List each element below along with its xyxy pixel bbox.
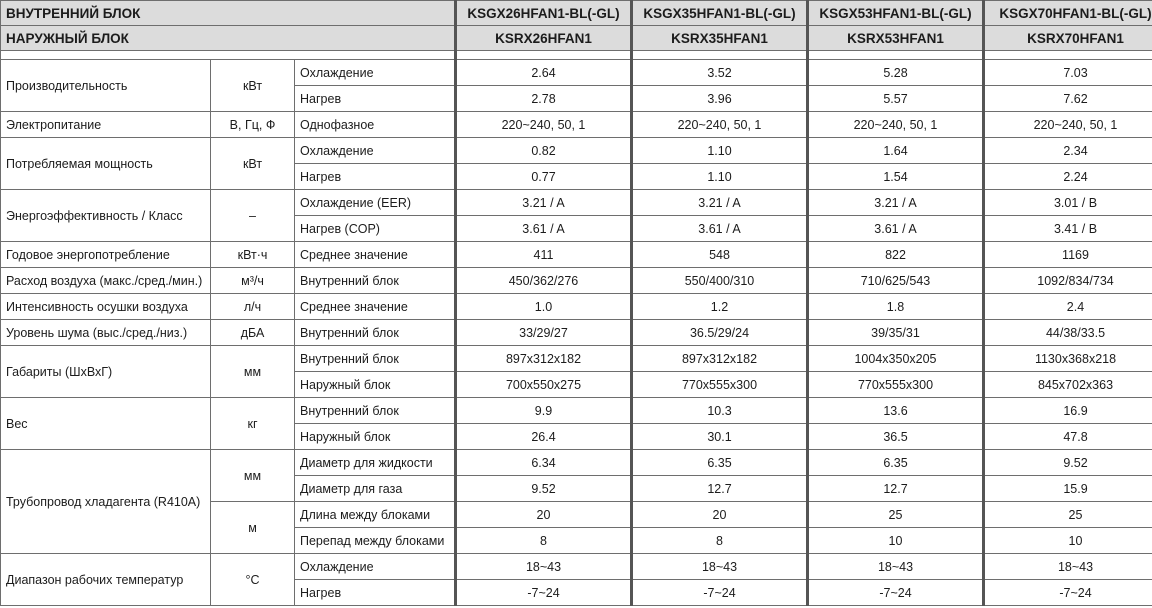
value-cell: 220~240, 50, 1 <box>456 112 632 138</box>
value-cell: 2.34 <box>984 138 1152 164</box>
parameter-name: Энергоэффективность / Класс <box>1 190 211 242</box>
mode-label: Внутренний блок <box>295 320 456 346</box>
outdoor-model: KSRX70HFAN1 <box>984 26 1152 51</box>
value-cell: 33/29/27 <box>456 320 632 346</box>
value-cell: -7~24 <box>456 580 632 606</box>
table-row <box>1 398 1152 424</box>
value-cell: 2.78 <box>456 86 632 112</box>
parameter-name: Годовое энергопотребление <box>1 242 211 268</box>
value-cell: 25 <box>984 502 1152 528</box>
parameter-name: Интенсивность осушки воздуха <box>1 294 211 320</box>
spec-body <box>1 60 1152 606</box>
mode-label: Охлаждение (EER) <box>295 190 456 216</box>
value-cell: 10.3 <box>632 398 808 424</box>
value-cell: 6.35 <box>632 450 808 476</box>
value-cell: 20 <box>456 502 632 528</box>
value-cell: 2.24 <box>984 164 1152 190</box>
value-cell: 220~240, 50, 1 <box>632 112 808 138</box>
outdoor-model: KSRX35HFAN1 <box>632 26 808 51</box>
table-row <box>1 294 1152 320</box>
value-cell: 0.77 <box>456 164 632 190</box>
value-cell: 8 <box>632 528 808 554</box>
unit-cell: мм <box>211 346 295 398</box>
value-cell: 39/35/31 <box>808 320 984 346</box>
value-cell: 10 <box>808 528 984 554</box>
value-cell: -7~24 <box>984 580 1152 606</box>
value-cell: 9.52 <box>984 450 1152 476</box>
unit-cell: кг <box>211 398 295 450</box>
mode-label: Перепад между блоками <box>295 528 456 554</box>
table-row <box>1 268 1152 294</box>
value-cell: 220~240, 50, 1 <box>984 112 1152 138</box>
value-cell: 3.96 <box>632 86 808 112</box>
mode-label: Внутренний блок <box>295 268 456 294</box>
value-cell: 36.5/29/24 <box>632 320 808 346</box>
value-cell: 18~43 <box>984 554 1152 580</box>
parameter-name: Потребляемая мощность <box>1 138 211 190</box>
value-cell: 1.2 <box>632 294 808 320</box>
value-cell: 770x555x300 <box>808 372 984 398</box>
unit-cell: – <box>211 190 295 242</box>
table-row <box>1 242 1152 268</box>
mode-label: Наружный блок <box>295 424 456 450</box>
value-cell: 16.9 <box>984 398 1152 424</box>
value-cell: 47.8 <box>984 424 1152 450</box>
table-row <box>1 138 1152 164</box>
value-cell: 8 <box>456 528 632 554</box>
parameter-name: Диапазон рабочих температур <box>1 554 211 606</box>
mode-label: Длина между блоками <box>295 502 456 528</box>
value-cell: 15.9 <box>984 476 1152 502</box>
mode-label: Охлаждение <box>295 554 456 580</box>
unit-cell: м³/ч <box>211 268 295 294</box>
mode-label: Диаметр для жидкости <box>295 450 456 476</box>
value-cell: 1169 <box>984 242 1152 268</box>
unit-cell: кВт <box>211 138 295 190</box>
indoor-unit-label: ВНУТРЕННИЙ БЛОК <box>1 1 456 26</box>
value-cell: 3.21 / A <box>808 190 984 216</box>
value-cell: 2.4 <box>984 294 1152 320</box>
value-cell: 3.41 / B <box>984 216 1152 242</box>
mode-label: Диаметр для газа <box>295 476 456 502</box>
unit-cell: мм <box>211 450 295 502</box>
parameter-name: Габариты (ШхВхГ) <box>1 346 211 398</box>
value-cell: 5.57 <box>808 86 984 112</box>
table-row <box>1 346 1152 372</box>
mode-label: Внутренний блок <box>295 346 456 372</box>
value-cell: -7~24 <box>632 580 808 606</box>
unit-cell: л/ч <box>211 294 295 320</box>
value-cell: 9.52 <box>456 476 632 502</box>
value-cell: 3.61 / A <box>808 216 984 242</box>
mode-label: Среднее значение <box>295 294 456 320</box>
mode-label: Однофазное <box>295 112 456 138</box>
mode-label: Наружный блок <box>295 372 456 398</box>
value-cell: 30.1 <box>632 424 808 450</box>
value-cell: 550/400/310 <box>632 268 808 294</box>
value-cell: 3.01 / B <box>984 190 1152 216</box>
parameter-name: Трубопровод хладагента (R410A) <box>1 450 211 554</box>
outdoor-model: KSRX53HFAN1 <box>808 26 984 51</box>
value-cell: 6.34 <box>456 450 632 476</box>
value-cell: 3.52 <box>632 60 808 86</box>
value-cell: 3.61 / A <box>632 216 808 242</box>
indoor-model: KSGX70HFAN1-BL(-GL) <box>984 1 1152 26</box>
unit-cell: м <box>211 502 295 554</box>
value-cell: 13.6 <box>808 398 984 424</box>
indoor-model: KSGX26HFAN1-BL(-GL) <box>456 1 632 26</box>
value-cell: 220~240, 50, 1 <box>808 112 984 138</box>
value-cell: 20 <box>632 502 808 528</box>
parameter-name: Электропитание <box>1 112 211 138</box>
unit-cell: кВт·ч <box>211 242 295 268</box>
value-cell: 897x312x182 <box>456 346 632 372</box>
value-cell: 12.7 <box>808 476 984 502</box>
indoor-model: KSGX53HFAN1-BL(-GL) <box>808 1 984 26</box>
value-cell: 411 <box>456 242 632 268</box>
indoor-model: KSGX35HFAN1-BL(-GL) <box>632 1 808 26</box>
header-row-outdoor <box>1 26 1152 51</box>
mode-label: Нагрев (COP) <box>295 216 456 242</box>
table-row <box>1 60 1152 86</box>
value-cell: 18~43 <box>632 554 808 580</box>
mode-label: Нагрев <box>295 86 456 112</box>
table-row <box>1 190 1152 216</box>
value-cell: 450/362/276 <box>456 268 632 294</box>
value-cell: 6.35 <box>808 450 984 476</box>
value-cell: 36.5 <box>808 424 984 450</box>
value-cell: 1.10 <box>632 164 808 190</box>
value-cell: 3.21 / A <box>456 190 632 216</box>
unit-cell: °C <box>211 554 295 606</box>
value-cell: 12.7 <box>632 476 808 502</box>
value-cell: 548 <box>632 242 808 268</box>
value-cell: 1.10 <box>632 138 808 164</box>
table-row <box>1 112 1152 138</box>
value-cell: 26.4 <box>456 424 632 450</box>
value-cell: 1.54 <box>808 164 984 190</box>
unit-cell: дБА <box>211 320 295 346</box>
value-cell: 1.64 <box>808 138 984 164</box>
value-cell: 897x312x182 <box>632 346 808 372</box>
mode-label: Среднее значение <box>295 242 456 268</box>
value-cell: 822 <box>808 242 984 268</box>
value-cell: 3.61 / A <box>456 216 632 242</box>
table-row <box>1 320 1152 346</box>
mode-label: Охлаждение <box>295 60 456 86</box>
value-cell: 44/38/33.5 <box>984 320 1152 346</box>
table-row <box>1 450 1152 476</box>
value-cell: 3.21 / A <box>632 190 808 216</box>
value-cell: -7~24 <box>808 580 984 606</box>
outdoor-unit-label: НАРУЖНЫЙ БЛОК <box>1 26 456 51</box>
mode-label: Нагрев <box>295 164 456 190</box>
value-cell: 18~43 <box>456 554 632 580</box>
mode-label: Охлаждение <box>295 138 456 164</box>
value-cell: 1130x368x218 <box>984 346 1152 372</box>
value-cell: 770x555x300 <box>632 372 808 398</box>
table-row <box>1 554 1152 580</box>
outdoor-model: KSRX26HFAN1 <box>456 26 632 51</box>
value-cell: 0.82 <box>456 138 632 164</box>
value-cell: 1.0 <box>456 294 632 320</box>
value-cell: 7.03 <box>984 60 1152 86</box>
value-cell: 700x550x275 <box>456 372 632 398</box>
value-cell: 1.8 <box>808 294 984 320</box>
value-cell: 9.9 <box>456 398 632 424</box>
parameter-name: Уровень шума (выс./сред./низ.) <box>1 320 211 346</box>
parameter-name: Расход воздуха (макс./сред./мин.) <box>1 268 211 294</box>
mode-label: Нагрев <box>295 580 456 606</box>
value-cell: 1092/834/734 <box>984 268 1152 294</box>
spacer-row <box>1 51 1152 60</box>
value-cell: 2.64 <box>456 60 632 86</box>
header-row-indoor <box>1 1 1152 26</box>
value-cell: 845x702x363 <box>984 372 1152 398</box>
unit-cell: В, Гц, Ф <box>211 112 295 138</box>
value-cell: 1004x350x205 <box>808 346 984 372</box>
value-cell: 5.28 <box>808 60 984 86</box>
value-cell: 710/625/543 <box>808 268 984 294</box>
parameter-name: Вес <box>1 398 211 450</box>
value-cell: 7.62 <box>984 86 1152 112</box>
value-cell: 18~43 <box>808 554 984 580</box>
mode-label: Внутренний блок <box>295 398 456 424</box>
unit-cell: кВт <box>211 60 295 112</box>
value-cell: 10 <box>984 528 1152 554</box>
value-cell: 25 <box>808 502 984 528</box>
parameter-name: Производительность <box>1 60 211 112</box>
